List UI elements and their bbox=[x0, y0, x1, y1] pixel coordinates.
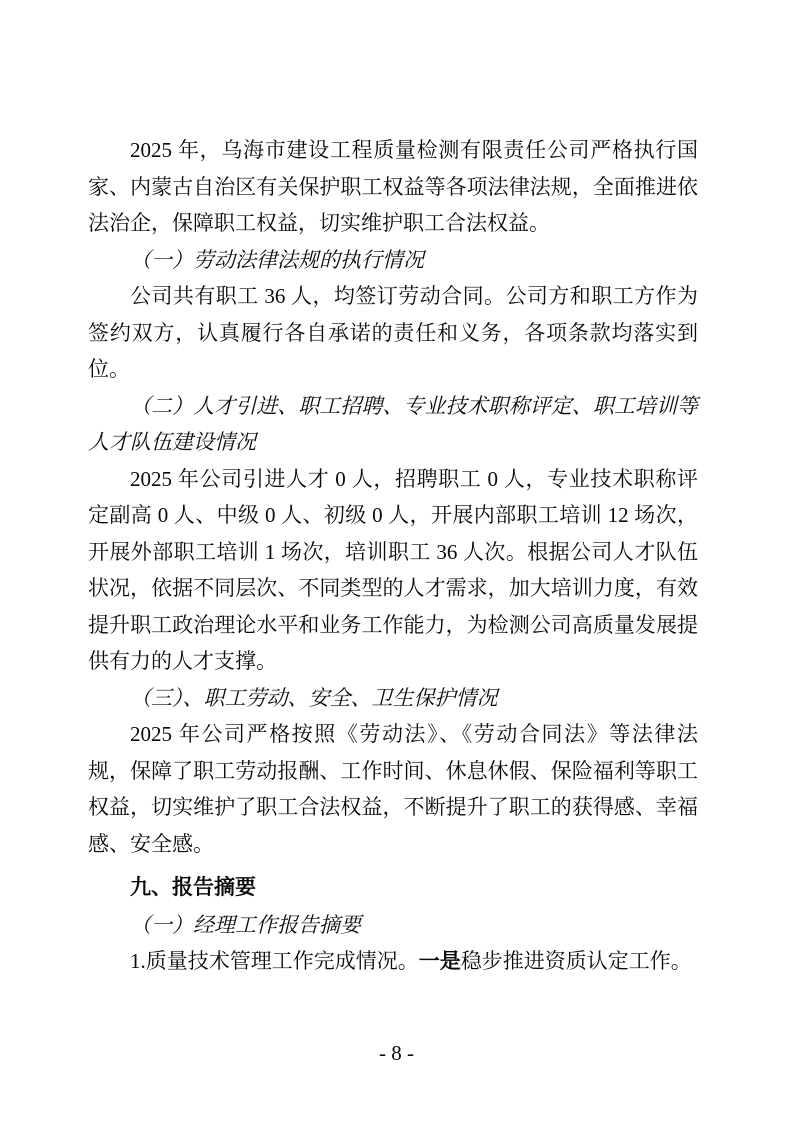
text-run: （一）经理工作报告摘要 bbox=[130, 912, 361, 937]
heading-manager-report-summary bbox=[88, 907, 698, 944]
document-body bbox=[88, 132, 698, 980]
text-run: 公司共有职工 36 人，均签订劳动合同。公司方和职工方作为签约双方，认真履行各自承诺的责任和义务，各项条款均落实到位。 bbox=[88, 284, 698, 381]
paragraph-talent-statistics bbox=[88, 461, 698, 680]
page-number: - 8 - bbox=[379, 1041, 414, 1065]
text-run: （三）、职工劳动、安全、卫生保护情况 bbox=[130, 685, 498, 710]
heading-labor-law-execution bbox=[88, 242, 698, 279]
text-run: 1.质量技术管理工作完成情况。 bbox=[130, 949, 419, 973]
text-run: 2025 年公司严格按照《劳动法》、《劳动合同法》等法律法规，保障了职工劳动报酬、工作时间、休息休假、保险福利等职工权益，切实维护了职工合法权益，不断提升了职工的获得感、幸福感、安全感。 bbox=[88, 722, 698, 856]
bold-text-run: 一是 bbox=[418, 949, 461, 973]
text-run: （二）人才引进、职工招聘、专业技术职称评定、职工培训等人才队伍建设情况 bbox=[88, 393, 698, 454]
text-run: （一）劳动法律法规的执行情况 bbox=[130, 247, 424, 272]
paragraph-labor-protection bbox=[88, 716, 698, 862]
text-run: 2025 年，乌海市建设工程质量检测有限责任公司严格执行国家、内蒙古自治区有关保护职工权益等各项法律法规，全面推进依法治企，保障职工权益，切实维护职工合法权益。 bbox=[88, 138, 698, 235]
text-run: 稳步推进资质认定工作。 bbox=[460, 949, 692, 973]
heading-labor-safety-health bbox=[88, 680, 698, 717]
bold-text-run: 九、报告摘要 bbox=[130, 876, 256, 899]
text-run: 2025 年公司引进人才 0 人，招聘职工 0 人，专业技术职称评定副高 0 人、中级 0 人、初级 0 人，开展内部职工培训 12 场次，开展外部职工培训 1 场次，培训职工 36 人次。根据公司人才队伍状况，依据不同层次、不同类型的人才需求，加大培训力度，有效提升职工政治理论水平和业务工作能力，为检测公司高质量发展提供有力的人才支撑。 bbox=[88, 466, 698, 673]
heading-report-summary bbox=[88, 870, 698, 907]
paragraph-quality-management bbox=[88, 943, 698, 980]
paragraph-labor-contracts bbox=[88, 278, 698, 388]
intro-paragraph bbox=[88, 132, 698, 242]
heading-talent-team-building bbox=[88, 388, 698, 461]
